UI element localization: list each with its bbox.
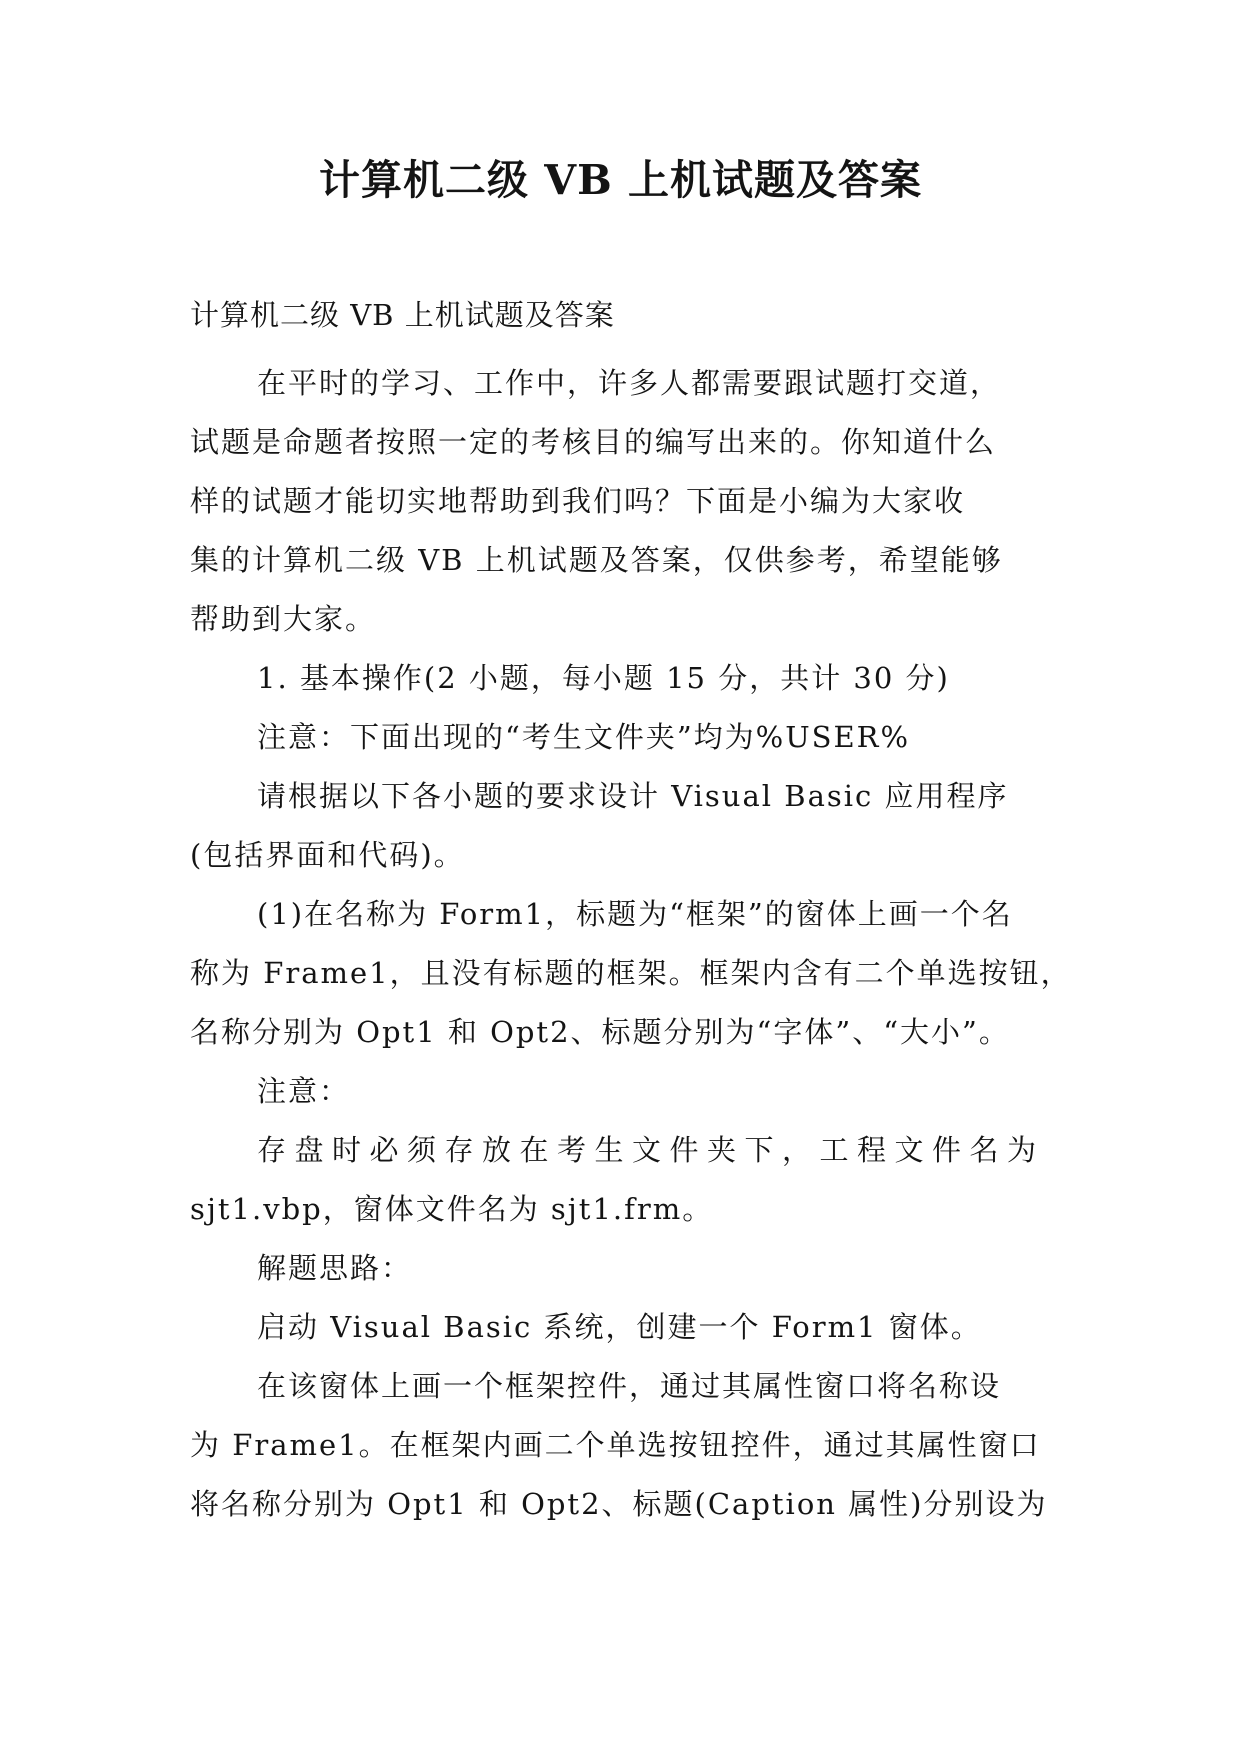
paragraph-line: 在该窗体上画一个框架控件，通过其属性窗口将名称设 <box>257 1369 1002 1403</box>
document-subtitle: 计算机二级 VB 上机试题及答案 <box>190 298 615 332</box>
paragraph-line: 试题是命题者按照一定的考核目的编写出来的。你知道什么 <box>190 425 997 459</box>
paragraph-line: 存盘时必须存放在考生文件夹下，工程文件名为 <box>257 1133 1045 1167</box>
paragraph-line: 请根据以下各小题的要求设计 Visual Basic 应用程序 <box>257 779 1009 813</box>
paragraph-line: 称为 Frame1，且没有标题的框架。框架内含有二个单选按钮， <box>190 956 1072 990</box>
paragraph-line: 为 Frame1。在框架内画二个单选按钮控件，通过其属性窗口 <box>190 1428 1041 1462</box>
paragraph-line: sjt1.vbp，窗体文件名为 sjt1.frm。 <box>190 1192 714 1226</box>
paragraph-line: 帮助到大家。 <box>190 602 377 636</box>
paragraph-line: 注意： <box>257 1074 351 1108</box>
paragraph-line: 注意：下面出现的“考生文件夹”均为%USER% <box>257 720 911 754</box>
paragraph-line: 启动 Visual Basic 系统，创建一个 Form1 窗体。 <box>257 1310 982 1344</box>
paragraph-line: (1)在名称为 Form1，标题为“框架”的窗体上画一个名 <box>257 897 1013 931</box>
paragraph-line: 将名称分别为 Opt1 和 Opt2、标题(Caption 属性)分别设为 <box>190 1487 1048 1521</box>
paragraph-line: 集的计算机二级 VB 上机试题及答案，仅供参考，希望能够 <box>190 543 1003 577</box>
paragraph-line: 在平时的学习、工作中，许多人都需要跟试题打交道， <box>257 366 1002 400</box>
paragraph-line: 1. 基本操作(2 小题，每小题 15 分，共计 30 分) <box>257 661 950 695</box>
paragraph-line: 名称分别为 Opt1 和 Opt2、标题分别为“字体”、“大小”。 <box>190 1015 1010 1049</box>
document-title: 计算机二级 VB 上机试题及答案 <box>318 156 922 204</box>
paragraph-line: 解题思路： <box>257 1251 413 1285</box>
paragraph-line: (包括界面和代码)。 <box>190 838 465 872</box>
paragraph-line: 样的试题才能切实地帮助到我们吗？下面是小编为大家收 <box>190 484 966 518</box>
